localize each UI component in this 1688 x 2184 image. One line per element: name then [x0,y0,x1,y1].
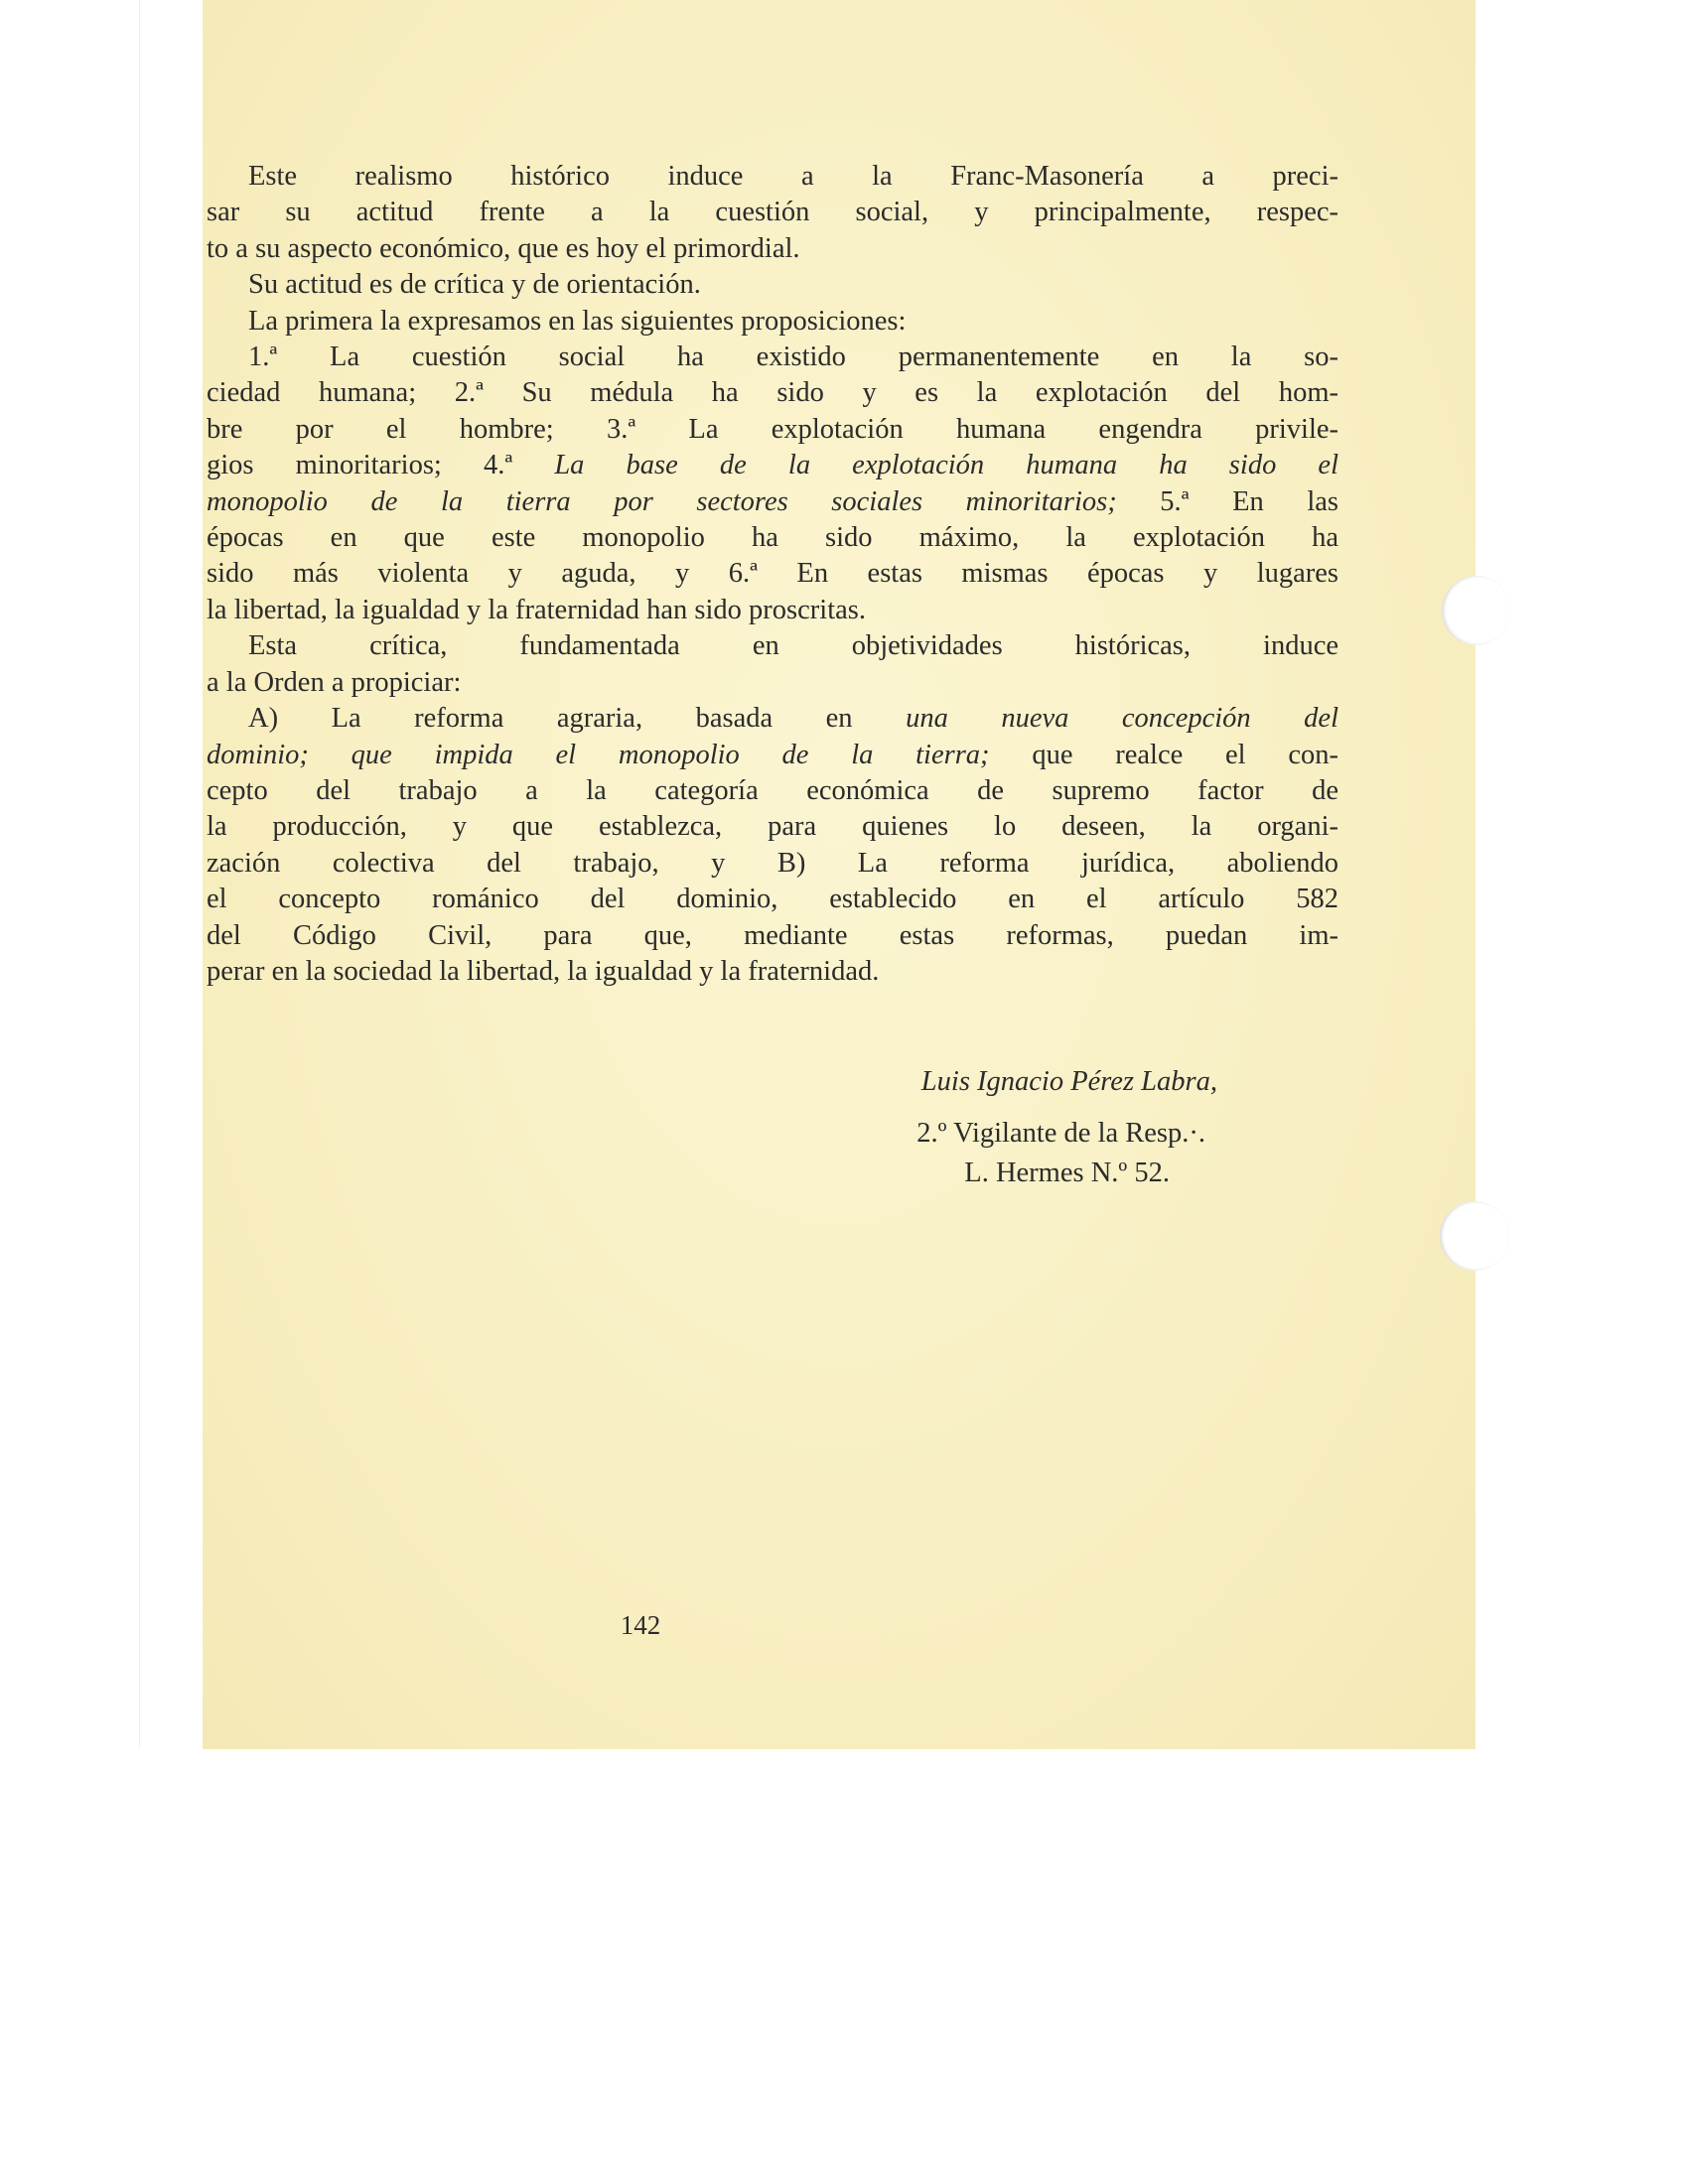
punch-hole [1440,1201,1509,1271]
text-line: Su actitud es de crítica y de orientación. [248,269,701,301]
text-line: 1.ª La cuestión social ha existido permanentemente en la so- [248,341,1338,373]
text-line: Esta crítica, fundamentada en objetividades históricas, induce [248,630,1338,662]
text-line: A) La reforma agraria, basada en una nueva concepción del [248,703,1339,735]
body-text [207,159,1338,990]
page-number: 142 [620,1610,661,1640]
paragraph [207,267,1338,303]
signature-name: Luis Ignacio Pérez Labra, [920,1066,1217,1097]
text-line: La primera la expresamos en las siguientes proposiciones: [248,305,907,337]
text-line: sido más violenta y aguda, y 6.ª En estas mismas épocas y lugares [207,558,1338,590]
paragraph [207,159,1338,267]
paragraph [207,304,1338,340]
text-line: épocas en que este monopolio ha sido máximo, la explotación ha [207,522,1338,554]
text-line: dominio; que impida el monopolio de la tierra; que realce el con- [207,739,1338,770]
text-line: a la Orden a propiciar: [207,666,462,698]
text-line: to a su aspecto económico, que es hoy el primordial. [207,232,800,264]
text-line: la libertad, la igualdad y la fraternidad han sido proscritas. [207,594,866,625]
paragraph [207,701,1338,990]
text-line: el concepto románico del dominio, establecido en el artículo 582 [207,884,1338,915]
text-line: cepto del trabajo a la categoría económica de supremo factor de [207,774,1338,806]
text-line: sar su actitud frente a la cuestión social, y principalmente, respec- [207,197,1338,228]
paragraph [207,628,1338,701]
punch-hole [1442,576,1511,645]
text-line: Este realismo histórico induce a la Franc-Masonería a preci- [248,161,1338,192]
text-line: zación colectiva del trabajo, y B) La reforma jurídica, aboliendo [207,847,1338,879]
signature-block [207,1062,1247,1193]
scan-edge [139,0,140,1747]
signature-role: 2.º Vigilante de la Resp.·. [916,1118,1205,1149]
text-line: la producción, y que establezca, para quienes lo deseen, la organi- [207,811,1338,843]
paragraph [207,340,1338,628]
text-line: monopolio de la tierra por sectores sociales minoritarios; 5.ª En las [207,485,1338,517]
text-line: gios minoritarios; 4.ª La base de la explotación humana ha sido el [207,450,1338,481]
signature-lodge: L. Hermes N.º 52. [964,1158,1170,1188]
text-line: bre por el hombre; 3.ª La explotación humana engendra privile- [207,413,1338,445]
text-line: del Código Civil, para que, mediante estas reformas, puedan im- [207,919,1338,951]
text-line: ciedad humana; 2.ª Su médula ha sido y es la explotación del hom- [207,377,1338,409]
text-line: perar en la sociedad la libertad, la igualdad y la fraternidad. [207,955,880,987]
